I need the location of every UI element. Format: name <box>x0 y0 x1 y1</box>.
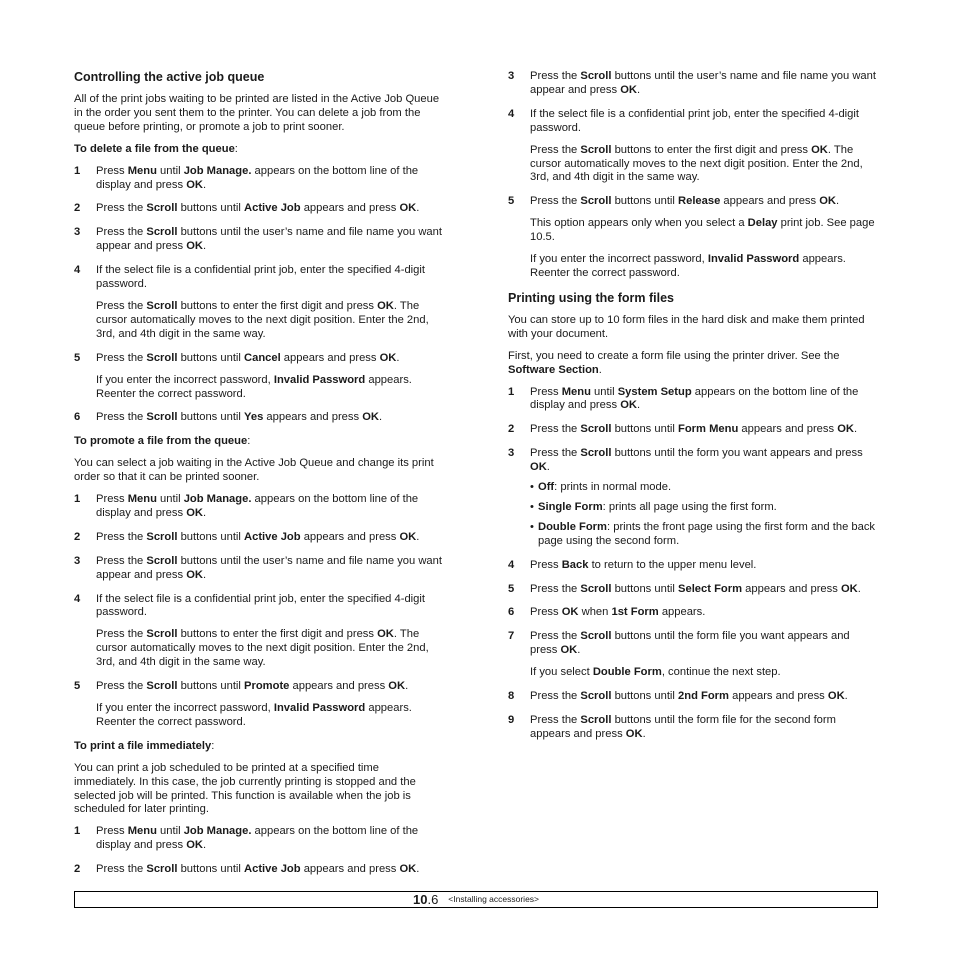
step-note: Press the Scroll buttons to enter the first digit and press OK. The cursor automatically moves to the next digit position. Enter the 2nd, 3rd, and 4th digit in the same way. <box>96 299 429 340</box>
step-text: Press the Scroll buttons until the user’s name and file name you want appear and press OK. <box>96 554 442 581</box>
step-text: Press OK when 1st Form appears. <box>530 606 706 619</box>
body-paragraph: All of the print jobs waiting to be printed are listed in the Active Job Queue in the order you sent them to the printer. You can delete a job from the queue before printing, or promote a job to print sooner. <box>74 93 440 133</box>
step-number: 1 <box>74 493 81 506</box>
step-item <box>74 680 444 730</box>
step-item <box>74 264 444 342</box>
step-number: 5 <box>74 351 81 364</box>
step-item <box>508 559 878 573</box>
step-item <box>74 825 444 853</box>
step-item <box>74 165 444 193</box>
step-text: Press the Scroll buttons until the form file you want appears and press OK. <box>530 630 850 657</box>
step-text: Press the Scroll buttons until Active Job appears and press OK. <box>96 863 420 876</box>
step-item <box>508 583 878 597</box>
step-note: Press the Scroll buttons to enter the first digit and press OK. The cursor automatically moves to the next digit position. Enter the 2nd, 3rd, and 4th digit in the same way. <box>530 143 863 184</box>
subheading: To print a file immediately: <box>74 739 215 752</box>
step-text: If the select file is a confidential print job, enter the specified 4-digit password. <box>96 592 425 619</box>
bullet-dot: • <box>530 481 534 494</box>
left-column <box>74 70 444 887</box>
step-text: Press the Scroll buttons until Select Form appears and press OK. <box>530 582 861 595</box>
step-number: 5 <box>508 582 515 595</box>
step-item <box>74 202 444 216</box>
step-text: Press Menu until Job Manage. appears on the bottom line of the display and press OK. <box>96 825 419 852</box>
step-number: 3 <box>74 226 81 239</box>
step-text: Press the Scroll buttons until Cancel appears and press OK. <box>96 351 400 364</box>
step-number: 5 <box>508 195 515 208</box>
body-paragraph: You can store up to 10 form files in the hard disk and make them printed with your document. <box>508 313 865 340</box>
step-text: Press Back to return to the upper menu level. <box>530 558 757 571</box>
step-number: 4 <box>508 107 515 120</box>
step-note: If you enter the incorrect password, Invalid Password appears. Reenter the correct password. <box>530 253 846 279</box>
step-text: Press the Scroll buttons until Active Job appears and press OK. <box>96 530 420 543</box>
subheading: To delete a file from the queue: <box>74 142 238 155</box>
step-number: 4 <box>74 592 81 605</box>
section-heading: Controlling the active job queue <box>74 70 265 84</box>
step-number: 3 <box>508 70 515 82</box>
chapter-label: <Installing accessories> <box>448 893 540 904</box>
step-text: Press Menu until Job Manage. appears on the bottom line of the display and press OK. <box>96 164 419 191</box>
page-number-minor: .6 <box>427 891 439 907</box>
step-item <box>74 555 444 583</box>
step-text: Press the Scroll buttons until 2nd Form appears and press OK. <box>530 690 848 703</box>
step-note: If you select Double Form, continue the next step. <box>530 666 781 679</box>
bullet-dot: • <box>530 500 534 513</box>
bullet-item: • Single Form: prints all page using the first form. <box>530 500 777 513</box>
step-number: 1 <box>508 385 515 398</box>
step-item <box>508 714 878 742</box>
step-number: 2 <box>508 423 515 436</box>
step-item <box>74 863 444 877</box>
step-number: 7 <box>508 630 515 643</box>
step-text: Press the Scroll buttons until Active Job appears and press OK. <box>96 202 420 215</box>
step-item <box>508 630 878 680</box>
bullet-item: • Off: prints in normal mode. <box>530 481 672 494</box>
step-item <box>508 195 878 281</box>
step-item <box>74 593 444 671</box>
step-text: Press the Scroll buttons until the form file for the second form appears and press OK. <box>530 714 836 740</box>
page-number-major: 10 <box>412 891 428 907</box>
step-number: 6 <box>508 606 515 619</box>
step-item <box>508 423 878 437</box>
subheading: To promote a file from the queue: <box>74 435 251 448</box>
right-column <box>508 70 878 752</box>
step-text: Press the Scroll buttons until the user’s name and file name you want appear and press OK. <box>96 226 442 253</box>
section-heading: Printing using the form files <box>508 290 674 305</box>
body-paragraph: You can print a job scheduled to be printed at a specified time immediately. In this case, the job currently printing is stopped and the selected job will be printed. This function is available when the job is scheduled for later printing. <box>74 761 416 816</box>
step-number: 6 <box>74 411 81 424</box>
step-item <box>74 352 444 402</box>
step-text: Press the Scroll buttons until Promote appears and press OK. <box>96 680 409 693</box>
step-text: If the select file is a confidential print job, enter the specified 4-digit password. <box>96 264 425 291</box>
step-text: Press the Scroll buttons until Form Menu appears and press OK. <box>530 423 858 436</box>
body-paragraph: You can select a job waiting in the Active Job Queue and change its print order so that it can be printed sooner. <box>74 457 434 484</box>
step-note: If you enter the incorrect password, Invalid Password appears. Reenter the correct password. <box>96 702 412 728</box>
step-text: If the select file is a confidential print job, enter the specified 4-digit password. <box>530 107 859 134</box>
step-note: This option appears only when you select a Delay print job. See page 10.5. <box>530 217 875 244</box>
step-number: 2 <box>74 530 81 543</box>
step-item <box>74 411 444 425</box>
step-item <box>508 447 878 548</box>
step-number: 2 <box>74 863 81 876</box>
step-number: 1 <box>74 825 81 838</box>
step-item <box>508 386 878 414</box>
step-text: Press Menu until System Setup appears on the bottom line of the display and press OK. <box>530 385 859 412</box>
step-number: 8 <box>508 690 515 703</box>
step-item <box>508 70 878 98</box>
step-item <box>74 226 444 254</box>
step-item <box>508 690 878 704</box>
step-number: 3 <box>508 447 515 460</box>
body-paragraph: First, you need to create a form file using the printer driver. See the Software Section. <box>508 349 840 376</box>
bullet-item: • Double Form: prints the front page using the first form and the back page using the second form. <box>530 520 876 547</box>
step-text: Press the Scroll buttons until Yes appears and press OK. <box>96 411 383 424</box>
step-text: Press the Scroll buttons until the user’s name and file name you want appear and press OK. <box>530 70 876 96</box>
step-note: If you enter the incorrect password, Invalid Password appears. Reenter the correct password. <box>96 373 412 400</box>
step-note: Press the Scroll buttons to enter the first digit and press OK. The cursor automatically moves to the next digit position. Enter the 2nd, 3rd, and 4th digit in the same way. <box>96 628 429 669</box>
step-text: Press the Scroll buttons until Release appears and press OK. <box>530 195 840 208</box>
step-text: Press Menu until Job Manage. appears on the bottom line of the display and press OK. <box>96 493 419 519</box>
page-footer <box>74 891 878 908</box>
step-number: 5 <box>74 680 81 693</box>
step-number: 4 <box>74 264 81 277</box>
step-item <box>508 606 878 620</box>
step-number: 1 <box>74 164 81 177</box>
step-number: 9 <box>508 714 515 726</box>
step-item <box>74 493 444 521</box>
step-item <box>508 108 878 186</box>
step-number: 2 <box>74 202 81 215</box>
step-number: 3 <box>74 554 81 567</box>
step-number: 4 <box>508 558 515 571</box>
step-text: Press the Scroll buttons until the form you want appears and press OK. <box>530 447 863 474</box>
step-item <box>74 531 444 545</box>
bullet-dot: • <box>530 520 534 533</box>
